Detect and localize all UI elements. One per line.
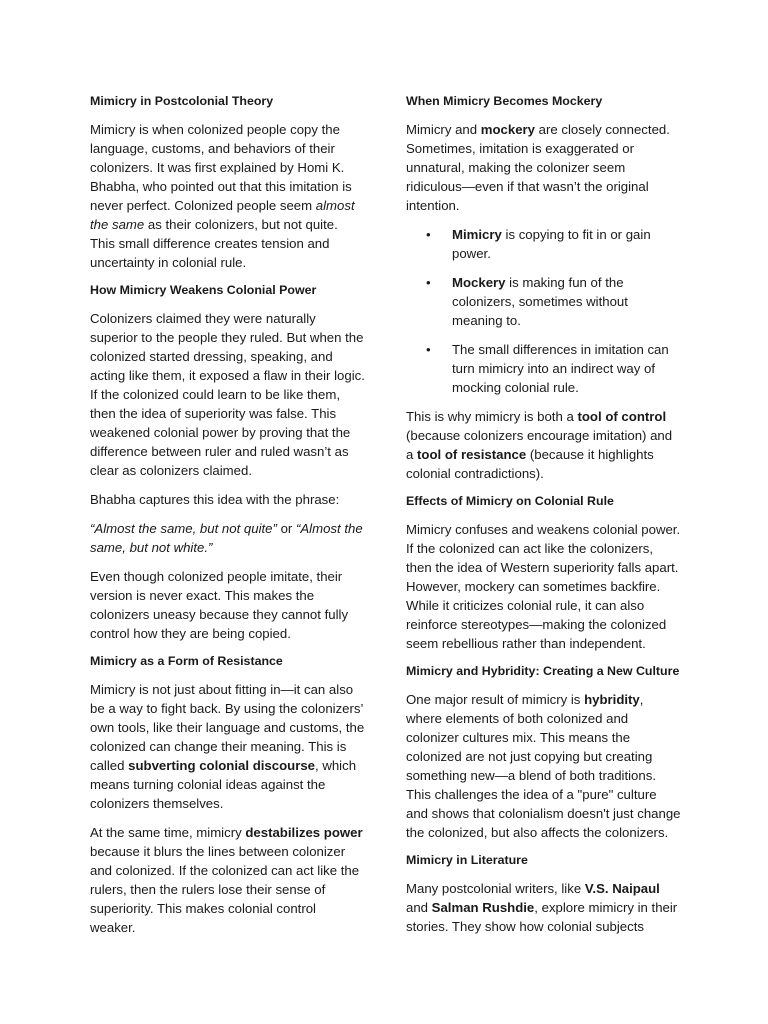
text-run: Mimicry is when colonized people copy the language, customs, and behaviors of their colonizers. It was first explained by Homi K. Bhabha, who pointed out that this imitation is never perfect. Colonized people seem (90, 122, 352, 213)
paragraph-imitation-inexact: Even though colonized people imitate, their version is never exact. This makes the colonizers uneasy because they cannot fully control how they are being copied. (90, 569, 349, 641)
paragraph-hybridity (406, 690, 681, 842)
paragraph-destabilizes-power (90, 823, 365, 937)
text-run: is copying to fit in or gain power. (452, 227, 651, 261)
paragraph-fight-back (90, 680, 365, 813)
text-run: (because it highlights colonial contradictions). (406, 447, 654, 481)
bold-term: tool of control (577, 409, 667, 424)
list-item (406, 273, 681, 330)
text-run: , where elements of both colonized and colonizer cultures mix. This means the colonized are not just copying but creating something new—a blend of both traditions. This challenges the idea of a "pure" culture and shows that colonialism doesn't just change the colonized, but also affects the colonizers. (406, 692, 681, 840)
heading-mimicry-postcolonial-theory: Mimicry in Postcolonial Theory (90, 94, 274, 108)
quote-text: “Almost the same, but not white.” (90, 521, 363, 555)
text-run: , explore mimicry in their stories. They show how colonial subjects (406, 900, 678, 934)
left-column (90, 93, 365, 947)
heading-mimicry-resistance: Mimicry as a Form of Resistance (90, 654, 283, 668)
text-run: , which means turning colonial ideas against the colonizers themselves. (90, 758, 357, 811)
paragraph-control-resistance (406, 407, 681, 483)
heading-mimicry-mockery: When Mimicry Becomes Mockery (406, 94, 603, 108)
quote-text: “Almost the same, but not quite” (90, 521, 277, 536)
paragraph-mimicry-definition (90, 120, 365, 272)
bold-term: hybridity (584, 692, 640, 707)
bullet-list (406, 225, 681, 397)
bold-term: Mimicry (452, 227, 502, 242)
heading-hybridity: Mimicry and Hybridity: Creating a New Culture (406, 664, 680, 678)
text-run: At the same time, mimicry (90, 825, 246, 840)
paragraph-mimicry-mockery-connected (406, 120, 681, 215)
paragraph-quote (90, 519, 365, 557)
bold-term: V.S. Naipaul (584, 881, 660, 896)
heading-mimicry-literature: Mimicry in Literature (406, 853, 528, 867)
bold-term: Mockery (452, 275, 506, 290)
paragraph-colonizers-claimed: Colonizers claimed they were naturally superior to the people they ruled. But when the colonized started dressing, speaking, and acting like them, it exposed a flaw in their logic. If the colonized could learn to be like them, then the idea of superiority was false. This weakened colonial power by proving that the difference between ruler and ruled wasn’t as clear as colonizers claimed. (90, 311, 365, 478)
text-run: are closely connected. Sometimes, imitation is exaggerated or unnatural, making the colonizer seem ridiculous—even if that wasn’t the original intention. (406, 122, 670, 213)
text-run: is making fun of the colonizers, sometimes without meaning to. (452, 275, 628, 328)
text-run: (because colonizers encourage imitation) and a (406, 428, 673, 462)
list-item (406, 340, 681, 397)
right-column (406, 93, 681, 946)
emphasis-text: almost the same (90, 198, 355, 232)
heading-effects-colonial-rule: Effects of Mimicry on Colonial Rule (406, 494, 614, 508)
paragraph-confuses-weakens: Mimicry confuses and weakens colonial power. If the colonized can act like the colonizers, then the idea of Western superiority falls apart. However, mockery can sometimes backfire. While it criticizes colonial rule, it can also reinforce stereotypes—making the colonized seem rebellious rather than independent. (406, 522, 681, 651)
text-run: because it blurs the lines between colonizer and colonized. If the colonized can act like the rulers, then the rulers lose their sense of superiority. This makes colonial control weaker. (90, 844, 360, 935)
text-run: or (276, 521, 296, 536)
text-run: Mimicry is not just about fitting in—it can also be a way to fight back. By using the colonizers’ own tools, like their language and customs, the colonized can change their meaning. This is called (90, 682, 365, 773)
text-run: Many postcolonial writers, like (406, 881, 585, 896)
list-item (406, 225, 681, 263)
paragraph-bhabha-phrase: Bhabha captures this idea with the phrase: (90, 492, 340, 507)
text-run: The small differences in imitation can turn mimicry into an indirect way of mocking colonial rule. (452, 342, 669, 395)
bold-term: mockery (480, 122, 536, 137)
text-run: Mimicry and (406, 122, 481, 137)
bold-term: tool of resistance (417, 447, 527, 462)
text-run: This is why mimicry is both a (406, 409, 578, 424)
text-run: as their colonizers, but not quite. This small difference creates tension and uncertainty in colonial rule. (90, 217, 338, 270)
text-run: One major result of mimicry is (406, 692, 585, 707)
bold-term: destabilizes power (245, 825, 363, 840)
bold-term: subverting colonial discourse (128, 758, 315, 773)
paragraph-postcolonial-writers (406, 879, 681, 936)
text-run: and (406, 900, 432, 915)
heading-weakens-colonial-power: How Mimicry Weakens Colonial Power (90, 283, 317, 297)
bold-term: Salman Rushdie (431, 900, 535, 915)
